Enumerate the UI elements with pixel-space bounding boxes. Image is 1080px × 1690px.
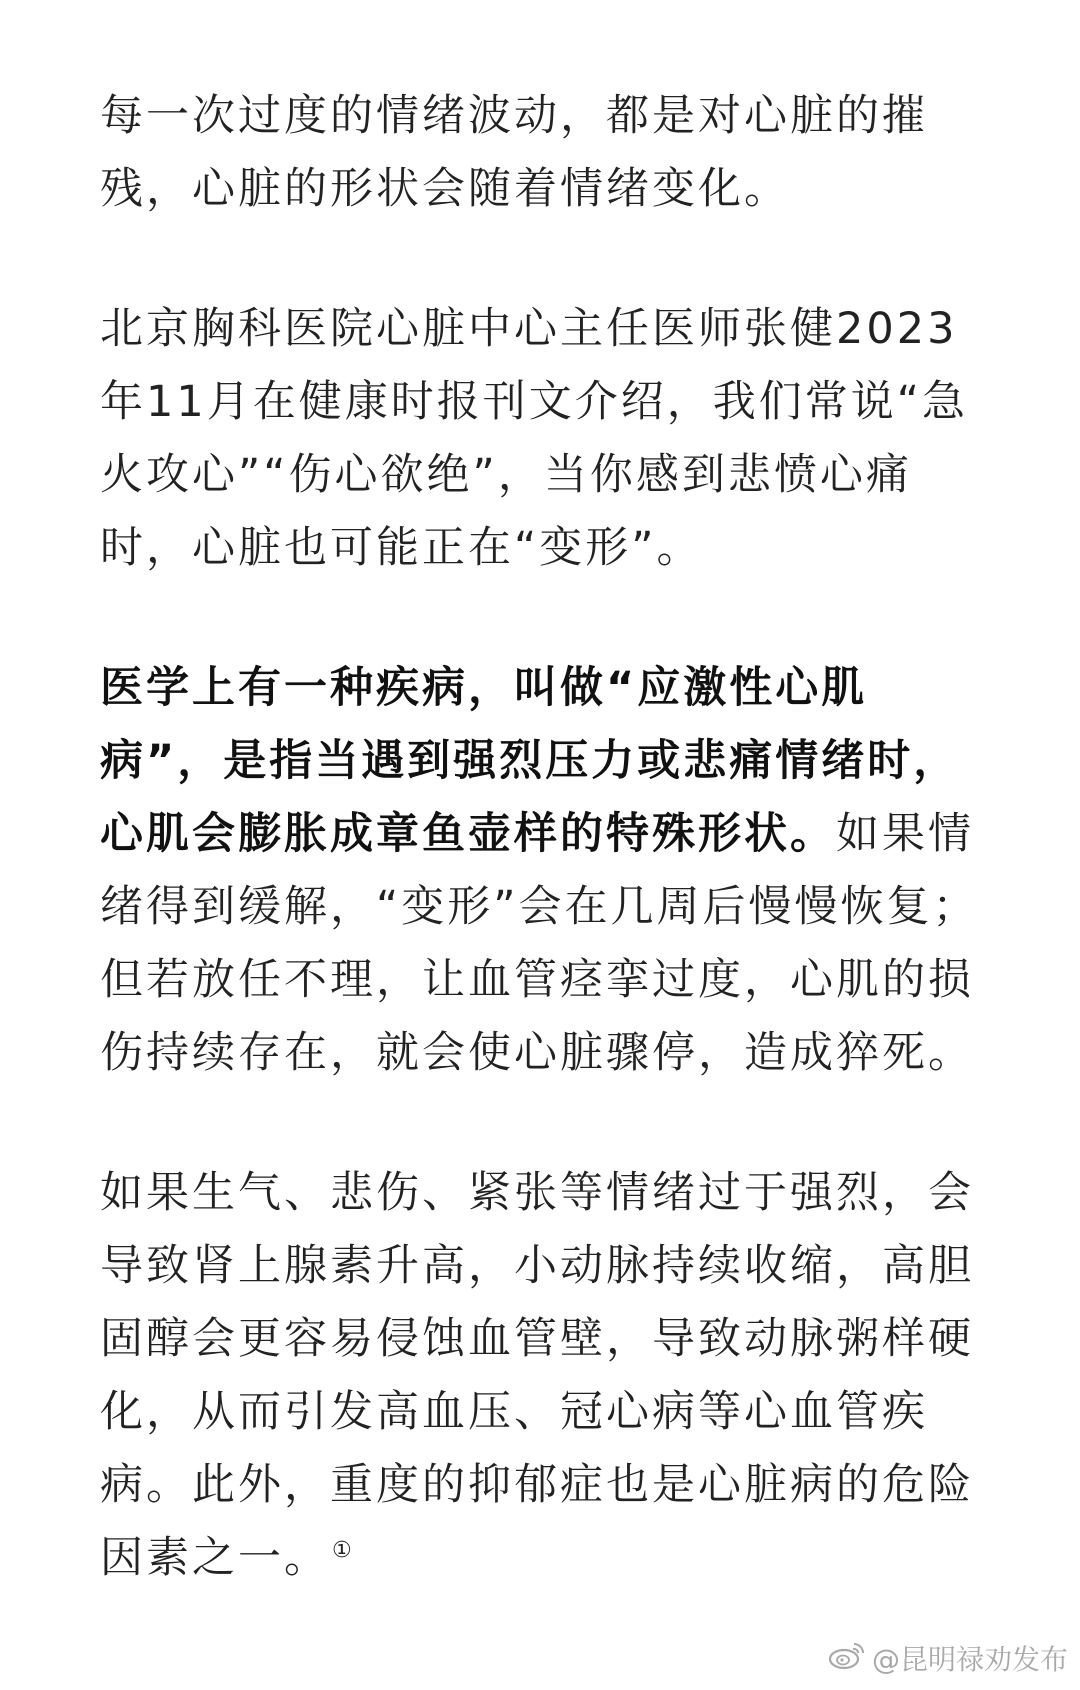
paragraph-stress-cardiomyopathy	[100, 652, 985, 1090]
watermark-text: @昆明禄劝发布	[871, 1643, 1068, 1676]
paragraph-risk-factors	[100, 1157, 985, 1595]
paragraph-expert-quote	[100, 293, 985, 585]
weibo-logo-icon	[828, 1640, 866, 1677]
paragraph-text: 如果情绪得到缓解，“变形”会在几周后慢慢恢复；但若放任不理，让血管痉挛过度，心肌的损伤持续存在，就会使心脏骤停，造成猝死。	[100, 809, 979, 1078]
paragraph-text: 如果生气、悲伤、紧张等情绪过于强烈，会导致肾上腺素升高，小动脉持续收缩，高胆固醇会更容易侵蚀血管壁，导致动脉粥样硬化，从而引发高血压、冠心病等心血管疾病。此外，重度的抑郁症也是心脏病的危险因素之一。	[100, 1168, 974, 1583]
paragraph-text: 每一次过度的情绪波动，都是对心脏的摧残，心脏的形状会随着情绪变化。	[100, 91, 928, 214]
footnote-reference[interactable]: ①	[332, 1537, 355, 1563]
paragraph-emotion-intro	[100, 80, 985, 226]
highlighted-definition: 医学上有一种疾病，叫做“应激性心肌病”，是指当遇到强烈压力或悲痛情绪时，心肌会膨胀成章鱼壶样的特殊形状。	[100, 663, 960, 859]
paragraph-text: 北京胸科医院心脏中心主任医师张健2023年11月在健康时报刊文介绍，我们常说“急火攻心”“伤心欲绝”，当你感到悲愤心痛时，心脏也可能正在“变形”。	[100, 304, 968, 573]
article-body	[100, 80, 985, 1662]
weibo-watermark	[828, 1638, 1068, 1678]
